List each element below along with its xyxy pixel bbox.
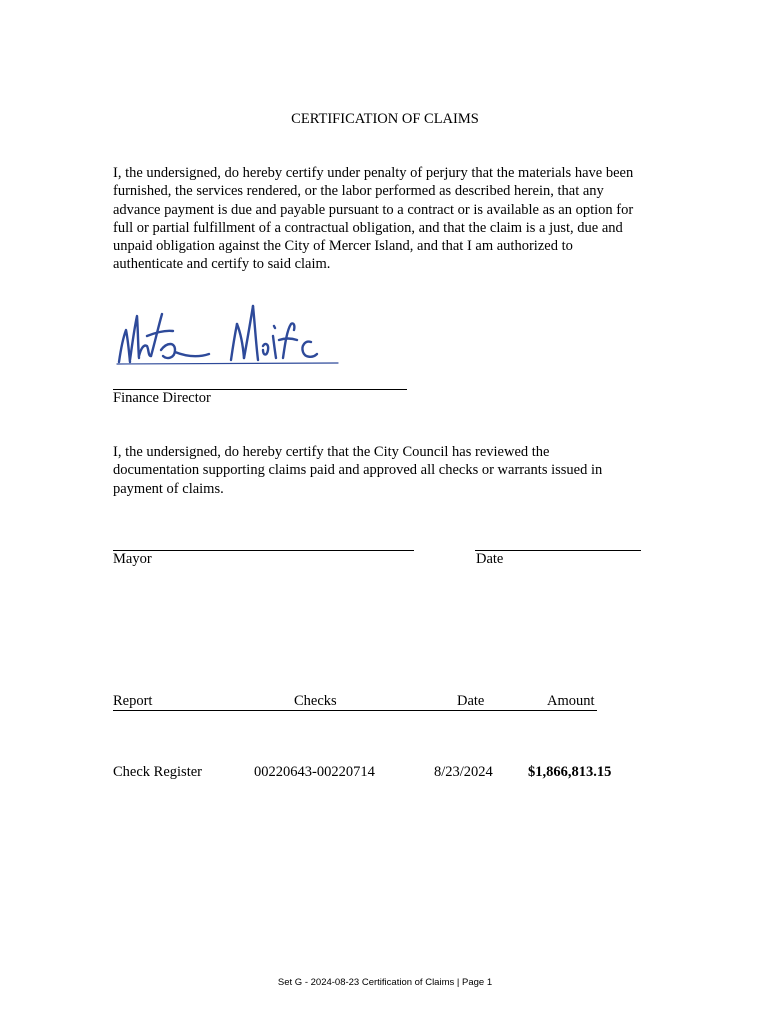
council-certification-paragraph (113, 443, 602, 498)
council-certification-line: documentation supporting claims paid and approved all checks or warrants issued in (113, 462, 603, 479)
finance-certification-paragraph (113, 164, 633, 274)
finance-director-signature (113, 300, 353, 375)
finance-certification-line: advance payment is due and payable pursuant to a contract or is available as an option for (113, 201, 634, 218)
mayor-signature-line (113, 550, 414, 551)
cell-report: Check Register (113, 764, 202, 780)
handwritten-signature-drawing (113, 300, 353, 375)
finance-certification-line: unpaid obligation against the City of Mercer Island, and that I am authorized to (113, 238, 573, 255)
finance-certification-line: full or partial fulfillment of a contractual obligation, and that the claim is a just, due and (113, 219, 623, 236)
header-underline (113, 710, 597, 711)
finance-certification-line: I, the undersigned, do hereby certify under penalty of perjury that the materials have been (113, 165, 634, 181)
cell-date: 8/23/2024 (434, 764, 493, 780)
finance-certification-line: authenticate and certify to said claim. (113, 256, 331, 273)
page-footer: Set G - 2024-08-23 Certification of Claims | Page 1 (277, 977, 493, 988)
finance-certification-line: furnished, the services rendered, or the labor performed as described herein, that any (113, 183, 604, 200)
council-certification-line: I, the undersigned, do hereby certify that the City Council has reviewed the (113, 444, 550, 460)
header-checks: Checks (294, 693, 337, 709)
cell-checks: 00220643-00220714 (254, 764, 375, 780)
header-report: Report (113, 693, 153, 709)
header-amount: Amount (547, 693, 595, 709)
date-label: Date (476, 551, 504, 567)
claims-table-header (113, 693, 603, 715)
document-title: CERTIFICATION OF CLAIMS (291, 111, 479, 127)
cell-amount: $1,866,813.15 (528, 764, 612, 780)
council-certification-line: payment of claims. (113, 480, 224, 497)
header-date: Date (457, 693, 485, 709)
table-row (113, 764, 633, 786)
finance-director-label: Finance Director (113, 390, 211, 406)
mayor-label: Mayor (113, 551, 152, 567)
